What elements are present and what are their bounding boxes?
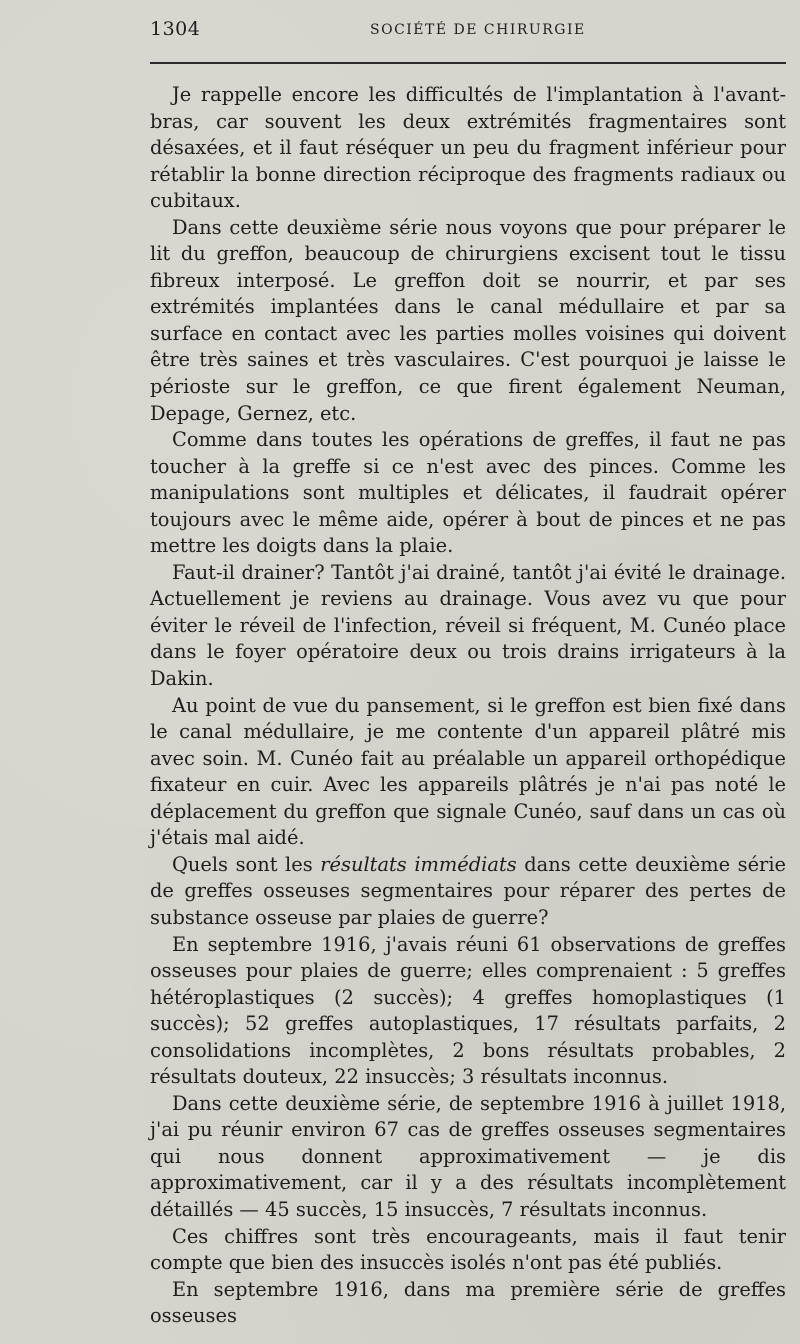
paragraph: Au point de vue du pansement, si le greffon est bien fixé dans le canal médullaire, je me contente d'un appareil plâtré mis avec soin. M. Cunéo fait au préalable un appareil orthopédique fixateur en cuir. Avec les appareils plâtrés je n'ai pas noté le déplacement du greffon que signale Cunéo, sauf dans un cas où j'étais mal aidé.: [150, 693, 786, 850]
paragraph: Comme dans toutes les opérations de greffes, il faut ne pas toucher à la greffe si ce n'est avec des pinces. Comme les manipulations sont multiples et délicates, il faudrait opérer toujours avec le même aide, opérer à bout de pinces et ne pas mettre les doigts dans la plaie.: [150, 428, 786, 558]
paragraph-text: Quels sont les: [172, 852, 321, 876]
paragraph: Dans cette deuxième série, de septembre 1916 à juillet 1918, j'ai pu réunir environ 67 cas de greffes osseuses segmentaires qui nous donnent approximativement — je dis approximativement, car il y a des résultats incomplètement détaillés — 45 succès, 15 insuccès, 7 résultats inconnus.: [150, 1091, 786, 1221]
emphasized-text: résultats immédiats: [320, 852, 517, 876]
paragraph: Faut-il drainer? Tantôt j'ai drainé, tantôt j'ai évité le drainage. Actuellement je reviens au drainage. Vous avez vu que pour éviter le réveil de l'infection, réveil si fréquent, M. Cunéo place dans le foyer opératoire deux ou trois drains irrigateurs à la Dakin.: [150, 560, 786, 691]
paragraph-text: dans cette deuxième série de greffes osseuses segmentaires pour réparer des pertes de substance osseuse par plaies de guerre?: [150, 852, 786, 929]
page-number: 1304: [150, 18, 201, 40]
paragraph: Je rappelle encore les difficultés de l'implantation à l'avant-bras, car souvent les deux extrémités fragmentaires sont désaxées, et il faut réséquer un peu du fragment inférieur pour rétablir la bonne direction réciproque des fragments radiaux ou cubitaux.: [150, 83, 786, 213]
running-title: SOCIÉTÉ DE CHIRURGIE: [370, 22, 586, 38]
paragraph: En septembre 1916, dans ma première série de greffes osseuses: [150, 1277, 786, 1328]
paragraph: Dans cette deuxième série nous voyons que pour préparer le lit du greffon, beaucoup de chirurgiens excisent tout le tissu fibreux interposé. Le greffon doit se nourrir, et par ses extrémités implantées dans le canal médullaire et par sa surface en contact avec les parties molles voisines qui doivent être très saines et très vasculaires. C'est pourquoi je laisse le périoste sur le greffon, ce que firent également Neuman, Depage, Gernez, etc.: [150, 215, 786, 425]
paragraph: [150, 852, 786, 932]
header-rule: [150, 62, 786, 64]
page-header: [150, 18, 788, 46]
paragraph: En septembre 1916, j'avais réuni 61 observations de greffes osseuses pour plaies de guerre; elles comprenaient : 5 greffes hétéroplastiques (2 succès); 4 greffes homoplastiques (1 succès); 52 greffes autoplastiques, 17 résultats parfaits, 2 consolidations incomplètes, 2 bons résultats probables, 2 résultats douteux, 22 insuccès; 3 résultats inconnus.: [150, 932, 786, 1089]
paragraph: Ces chiffres sont très encourageants, mais il faut tenir compte que bien des insuccès isolés n'ont pas été publiés.: [150, 1224, 786, 1275]
body-text: [150, 82, 786, 1330]
